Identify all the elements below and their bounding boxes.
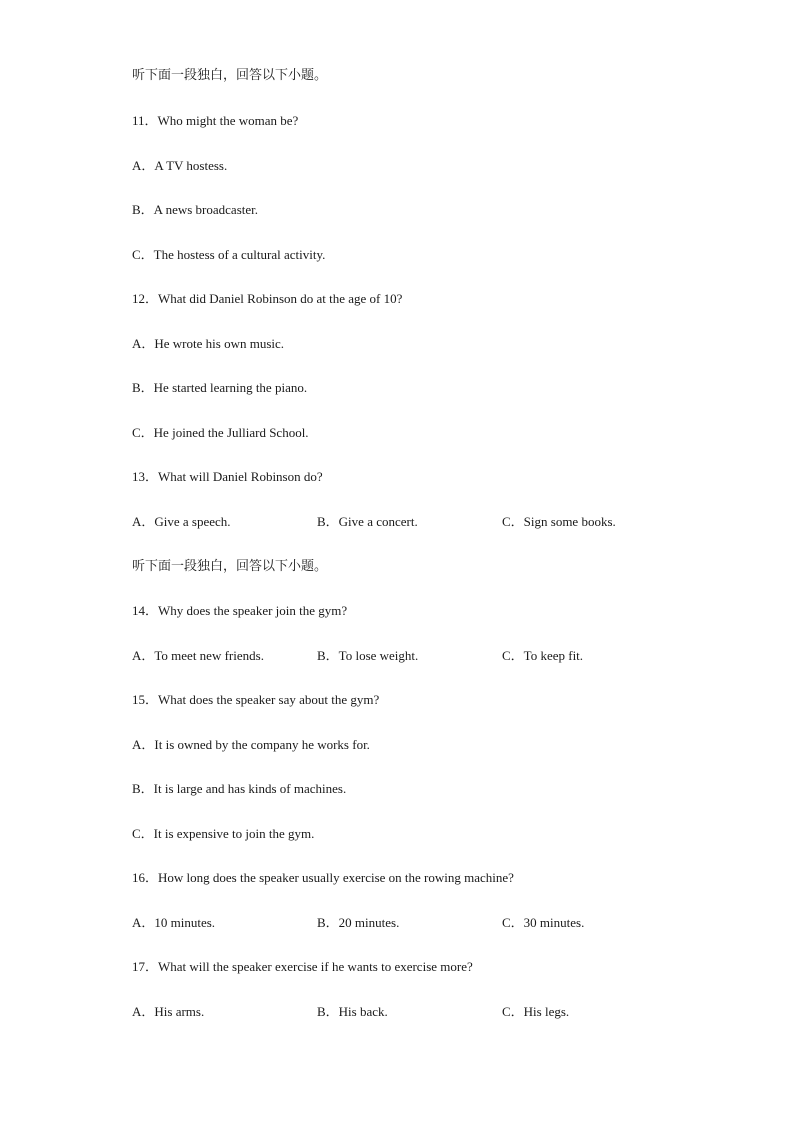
question-12: 12．What did Daniel Robinson do at the age of 10?	[132, 291, 403, 306]
question-11: 11．Who might the woman be?	[132, 113, 299, 128]
q17-options	[0, 1004, 794, 1020]
q14-option-b: B．To lose weight.	[317, 648, 419, 663]
q11-option-a: A．A TV hostess.	[132, 158, 228, 173]
q14-option-c: C．To keep fit.	[502, 648, 584, 663]
question-16: 16．How long does the speaker usually exercise on the rowing machine?	[132, 870, 514, 885]
section-instruction: 听下面一段独白，回答以下小题。	[132, 559, 328, 574]
question-17: 17．What will the speaker exercise if he wants to exercise more?	[132, 959, 473, 974]
q12-option-b: B．He started learning the piano.	[132, 380, 308, 395]
q17-option-c: C．His legs.	[502, 1004, 570, 1019]
q11-option-b: B．A news broadcaster.	[132, 202, 259, 217]
q13-option-c: C．Sign some books.	[502, 514, 616, 529]
q13-options	[0, 514, 794, 530]
q16-option-b: B．20 minutes.	[317, 915, 400, 930]
q13-option-b: B．Give a concert.	[317, 514, 418, 529]
q17-option-a: A．His arms.	[132, 1004, 205, 1019]
question-15: 15．What does the speaker say about the gym?	[132, 692, 380, 707]
q13-option-a: A．Give a speech.	[132, 514, 231, 529]
q12-option-a: A．He wrote his own music.	[132, 336, 285, 351]
q16-option-a: A．10 minutes.	[132, 915, 216, 930]
question-13: 13．What will Daniel Robinson do?	[132, 469, 323, 484]
q17-option-b: B．His back.	[317, 1004, 388, 1019]
section-instruction: 听下面一段独白，回答以下小题。	[132, 68, 328, 83]
q14-options	[0, 648, 794, 664]
q15-option-b: B．It is large and has kinds of machines.	[132, 781, 347, 796]
q16-options	[0, 915, 794, 931]
question-14: 14．Why does the speaker join the gym?	[132, 603, 348, 618]
q11-option-c: C．The hostess of a cultural activity.	[132, 247, 326, 262]
q12-option-c: C．He joined the Julliard School.	[132, 425, 309, 440]
q15-option-c: C．It is expensive to join the gym.	[132, 826, 315, 841]
q15-option-a: A．It is owned by the company he works for.	[132, 737, 370, 752]
q16-option-c: C．30 minutes.	[502, 915, 585, 930]
q14-option-a: A．To meet new friends.	[132, 648, 264, 663]
